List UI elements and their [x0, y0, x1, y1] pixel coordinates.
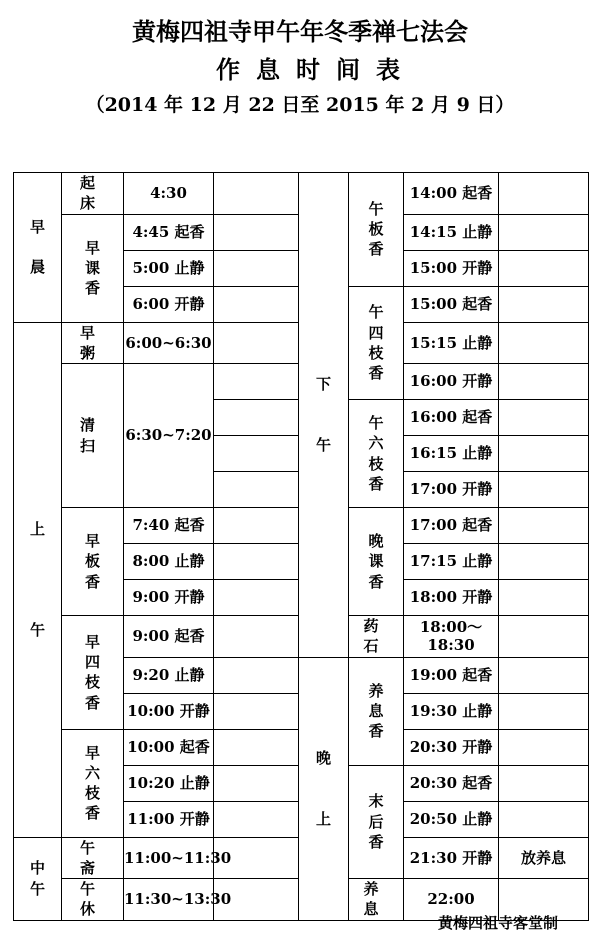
note-cell — [499, 436, 589, 472]
time-cell: 17:15 止静 — [404, 544, 499, 580]
time-cell: 9:00 开静 — [124, 580, 214, 616]
time-cell: 14:15 止静 — [404, 214, 499, 250]
date-range: （2014 年 12 月 22 日至 2015 年 2 月 9 日） — [85, 94, 515, 116]
time-cell: 6:00~6:30 — [124, 322, 214, 364]
note-cell — [214, 214, 299, 250]
time-cell: 9:00 起香 — [124, 616, 214, 658]
time-cell: 20:30 开静 — [404, 729, 499, 765]
note-cell — [499, 214, 589, 250]
footer-signature: 黄梅四祖寺客堂制 — [437, 914, 558, 932]
note-cell — [214, 580, 299, 616]
session-label: 早 板 香 — [62, 508, 124, 616]
time-cell: 11:00~11:30 — [124, 837, 214, 879]
note-cell — [499, 657, 589, 693]
time-cell: 4:45 起香 — [124, 214, 214, 250]
note-cell — [214, 693, 299, 729]
note-cell — [214, 173, 299, 215]
session-label: 养 息 — [349, 879, 404, 921]
session-label: 午 六 枝 香 — [349, 400, 404, 508]
note-cell — [499, 400, 589, 436]
session-label: 午 板 香 — [349, 173, 404, 287]
period-noon: 中 午 — [14, 837, 62, 920]
time-cell: 6:00 开静 — [124, 286, 214, 322]
note-cell — [214, 508, 299, 544]
session-label: 早 粥 — [62, 322, 124, 364]
period-morning: 早 晨 — [14, 173, 62, 323]
note-cell — [499, 286, 589, 322]
time-cell: 10:00 开静 — [124, 693, 214, 729]
note-cell — [499, 364, 589, 400]
time-cell: 18:00 开静 — [404, 580, 499, 616]
table-row — [14, 173, 589, 215]
time-cell: 19:30 止静 — [404, 693, 499, 729]
period-afternoon: 下 午 — [299, 173, 349, 658]
session-label: 养 息 香 — [349, 657, 404, 765]
note-cell — [214, 364, 299, 400]
schedule-table — [13, 172, 589, 921]
note-cell: 放养息 — [499, 837, 589, 879]
note-cell — [214, 286, 299, 322]
session-label: 早 四 枝 香 — [62, 616, 124, 730]
note-cell — [214, 801, 299, 837]
time-cell: 10:20 止静 — [124, 765, 214, 801]
time-cell: 11:00 开静 — [124, 801, 214, 837]
note-cell — [214, 322, 299, 364]
note-cell — [499, 801, 589, 837]
time-cell: 6:30~7:20 — [124, 364, 214, 508]
time-cell: 16:00 起香 — [404, 400, 499, 436]
time-cell: 11:30~13:30 — [124, 879, 214, 921]
time-cell: 15:00 开静 — [404, 250, 499, 286]
note-cell — [214, 400, 299, 436]
session-label: 清 扫 — [62, 364, 124, 508]
note-cell — [214, 436, 299, 472]
time-cell: 20:50 止静 — [404, 801, 499, 837]
time-cell: 20:30 起香 — [404, 765, 499, 801]
time-cell: 16:15 止静 — [404, 436, 499, 472]
session-label: 晚 课 香 — [349, 508, 404, 616]
note-cell — [214, 729, 299, 765]
time-cell: 15:00 起香 — [404, 286, 499, 322]
note-cell — [499, 322, 589, 364]
time-cell: 18:00～ 18:30 — [404, 616, 499, 658]
note-cell — [499, 765, 589, 801]
page-title: 黄梅四祖寺甲午年冬季禅七法会 — [132, 17, 468, 46]
time-cell: 17:00 开静 — [404, 472, 499, 508]
period-forenoon: 上 午 — [14, 322, 62, 837]
time-cell: 5:00 止静 — [124, 250, 214, 286]
page-subtitle: 作息时间表 — [216, 55, 416, 84]
time-cell: 9:20 止静 — [124, 657, 214, 693]
time-cell: 4:30 — [124, 173, 214, 215]
note-cell — [214, 472, 299, 508]
session-label: 末 后 香 — [349, 765, 404, 879]
note-cell — [214, 544, 299, 580]
note-cell — [214, 616, 299, 658]
time-cell: 17:00 起香 — [404, 508, 499, 544]
note-cell — [214, 657, 299, 693]
note-cell — [214, 765, 299, 801]
note-cell — [499, 472, 589, 508]
time-cell: 7:40 起香 — [124, 508, 214, 544]
note-cell — [499, 693, 589, 729]
time-cell: 21:30 开静 — [404, 837, 499, 879]
time-cell: 19:00 起香 — [404, 657, 499, 693]
session-label: 午 四 枝 香 — [349, 286, 404, 400]
note-cell — [499, 508, 589, 544]
session-label: 早 六 枝 香 — [62, 729, 124, 837]
session-label: 午 斋 — [62, 837, 124, 879]
time-cell: 14:00 起香 — [404, 173, 499, 215]
note-cell — [499, 616, 589, 658]
period-evening: 晚 上 — [299, 657, 349, 920]
time-cell: 16:00 开静 — [404, 364, 499, 400]
note-cell — [499, 580, 589, 616]
session-label: 午 休 — [62, 879, 124, 921]
note-cell — [499, 173, 589, 215]
time-cell: 10:00 起香 — [124, 729, 214, 765]
time-cell: 15:15 止静 — [404, 322, 499, 364]
time-cell: 8:00 止静 — [124, 544, 214, 580]
session-label: 起 床 — [62, 173, 124, 215]
time-cell: 22:00 — [404, 879, 499, 921]
note-cell — [499, 544, 589, 580]
note-cell — [499, 250, 589, 286]
session-label: 早 课 香 — [62, 214, 124, 322]
session-label: 药 石 — [349, 616, 404, 658]
note-cell — [214, 250, 299, 286]
note-cell — [499, 729, 589, 765]
